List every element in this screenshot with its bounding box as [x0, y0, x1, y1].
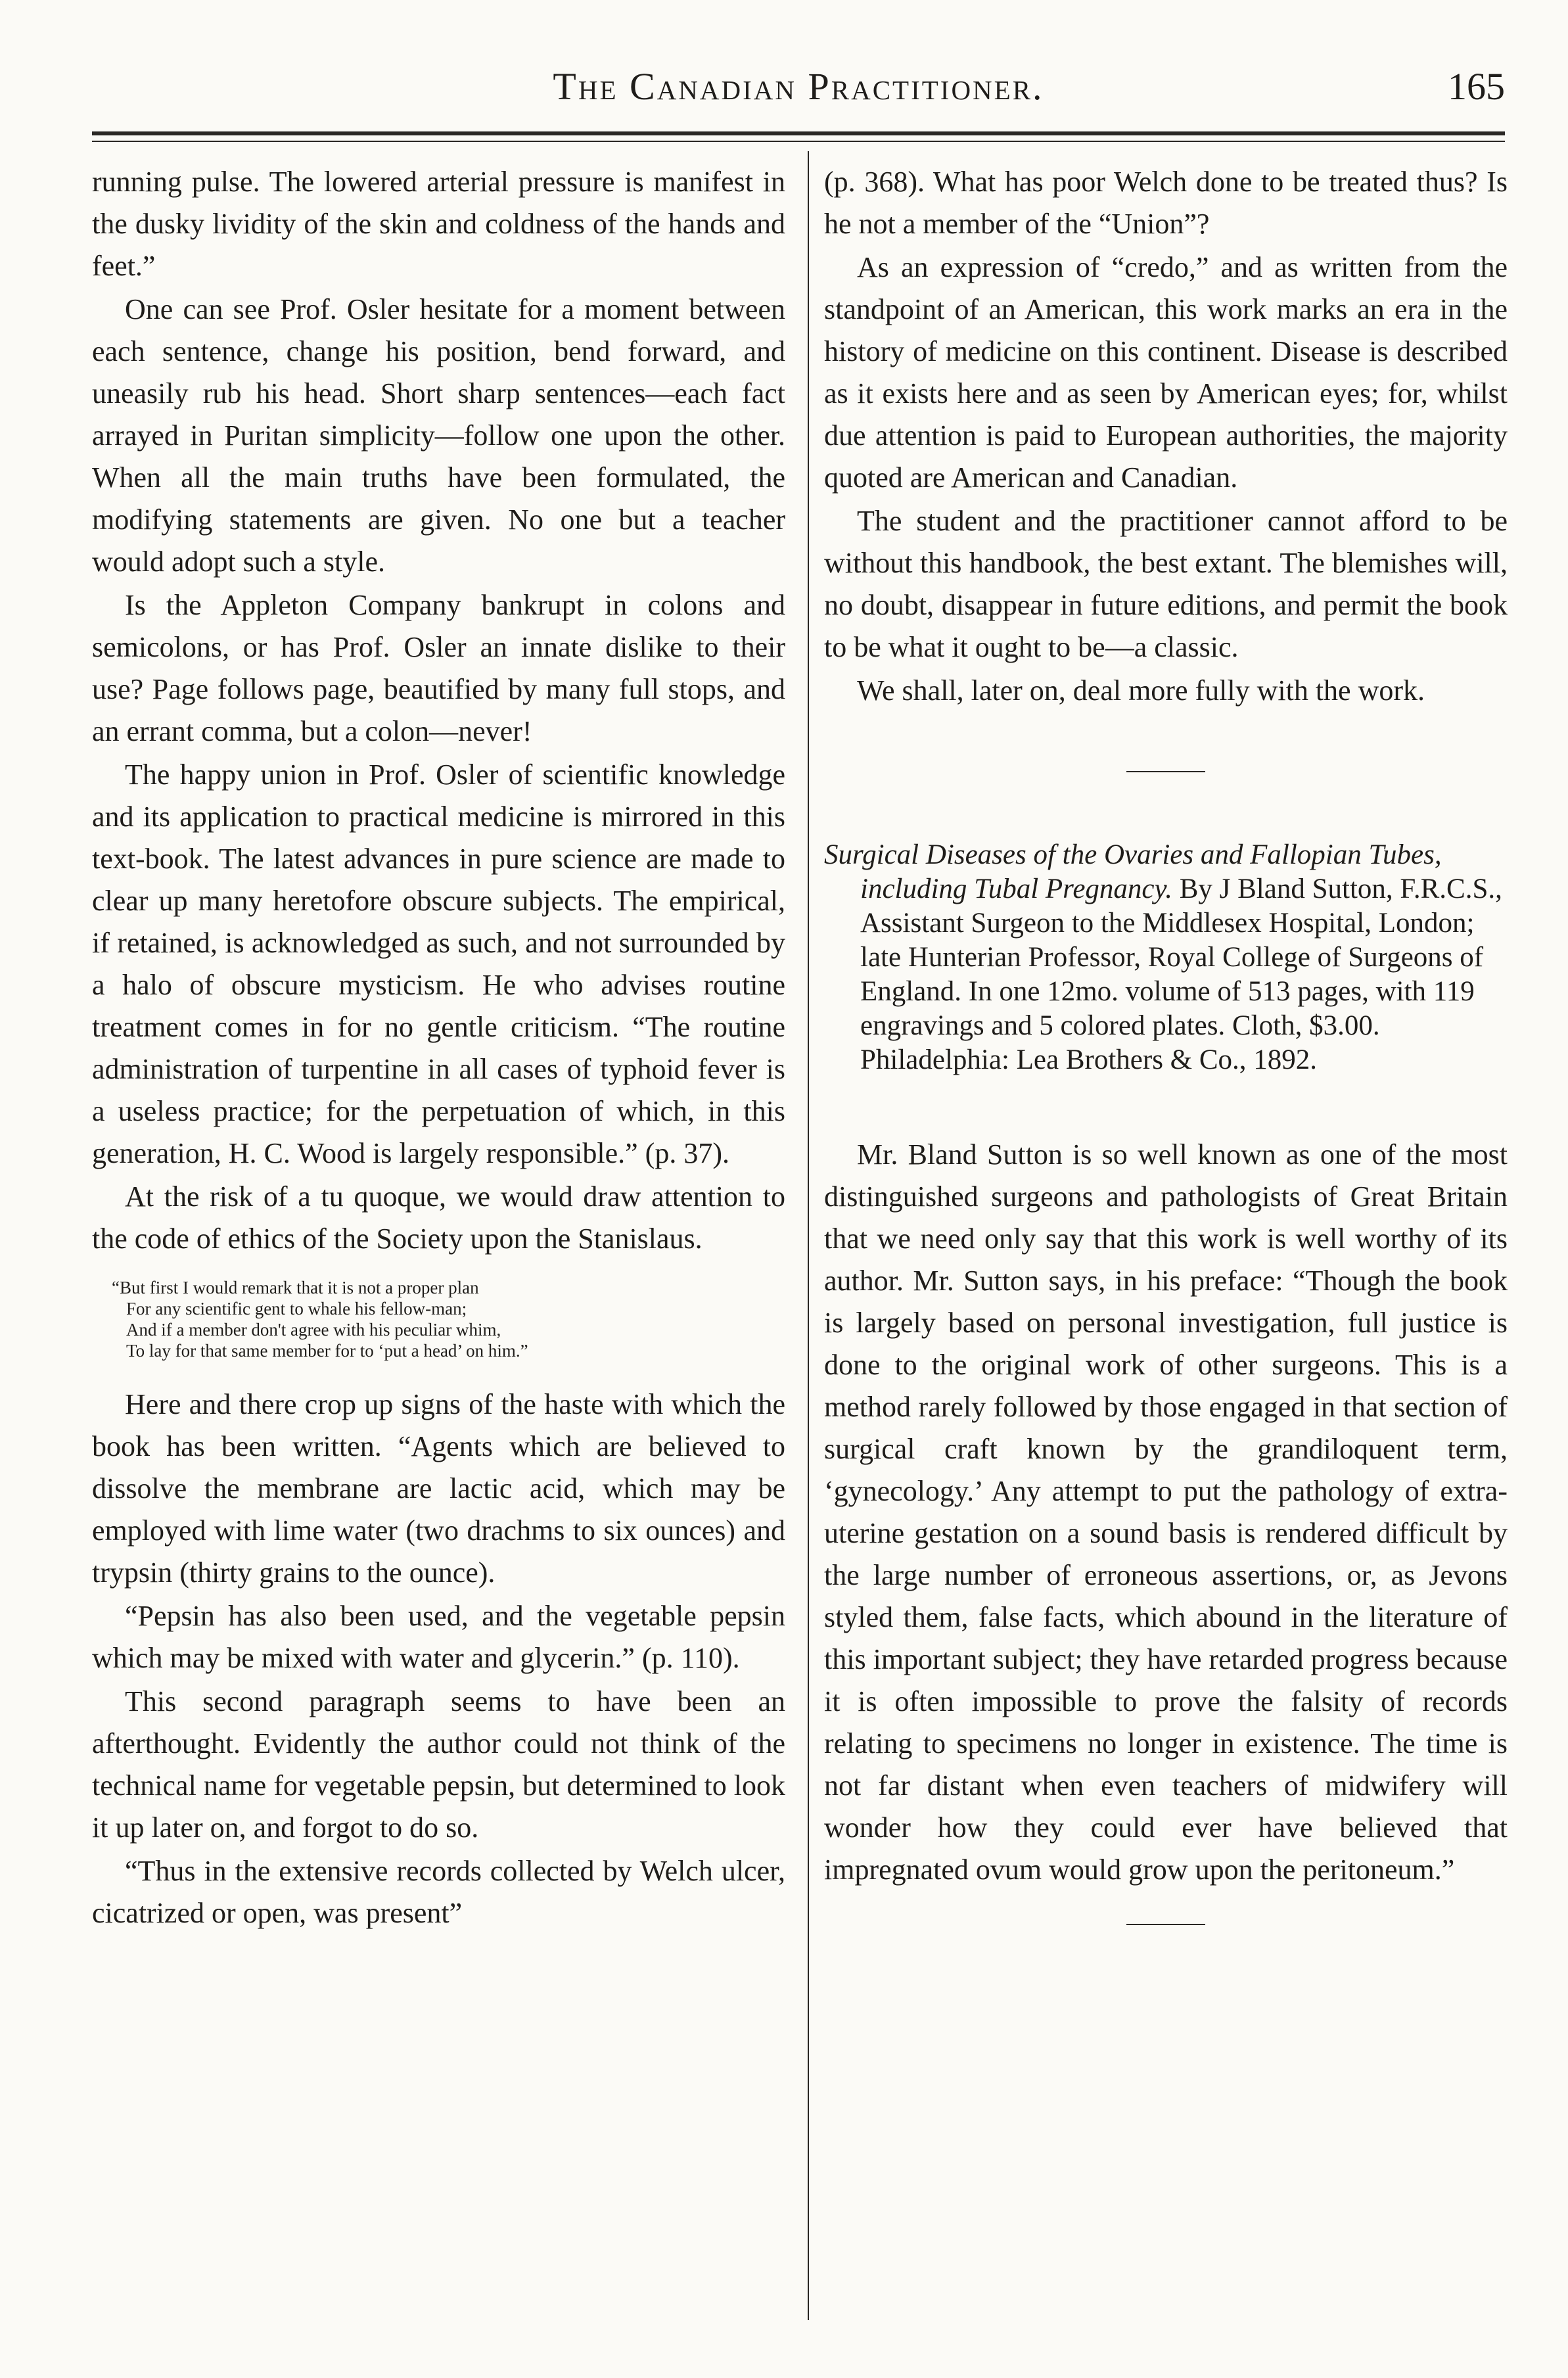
paragraph: Mr. Bland Sutton is so well known as one of the most distinguished surgeons and pathologists of Great Britain that we need only say that this work is well worthy of its author. Mr. Sutton says, in his preface: “Though the book is largely based on personal investigation, full justice is done to the original work of other surgeons. This is a method rarely followed by those engaged in that section of surgical craft known by the grandiloquent term, ‘gynecology.’ Any attempt to put the pathology of extra-uterine gestation on a sound basis is rendered difficult by the large number of erroneous assertions, or, as Jevons styled them, false facts, which abound in the literature of this important subject; they have retarded progress because it is often impossible to prove the falsity of records relating to specimens no longer in existence. The time is not far distant when even teachers of midwifery will wonder how they could ever have believed that impregnated ovum would grow upon the peritoneum.”: [824, 1138, 1508, 1886]
review-heading: [824, 838, 1508, 1077]
paragraph: running pulse. The lowered arterial pressure is manifest in the dusky lividity of the skin and coldness of the hands and feet.”: [92, 166, 785, 282]
page-number: 165: [1448, 65, 1505, 108]
left-column: [92, 161, 785, 1936]
column-divider: [808, 151, 809, 2320]
running-title: The Canadian Practitioner.: [553, 65, 1044, 108]
header-rule-thick: [92, 131, 1505, 135]
paragraph: At the risk of a tu quoque, we would draw attention to the code of ethics of the Society upon the Stanislaus.: [92, 1180, 785, 1255]
paragraph: Is the Appleton Company bankrupt in colons and semicolons, or has Prof. Osler an innate dislike to their use? Page follows page, beautified by many full stops, and an errant comma, but a colon—never!: [92, 589, 785, 747]
right-column: [824, 161, 1508, 1925]
poem-line: For any scientific gent to whale his fellow-man;: [126, 1299, 467, 1318]
poem-line: To lay for that same member for to ‘put a head’ on him.”: [126, 1341, 528, 1361]
paragraph: As an expression of “credo,” and as written from the standpoint of an American, this work marks an era in the history of medicine on this continent. Disease is described as it exists here and as seen by American eyes; for, whilst due attention is paid to European authorities, the majority quoted are American and Canadian.: [824, 251, 1508, 494]
poem-line: “But first I would remark that it is not a proper plan: [112, 1278, 479, 1297]
paragraph: This second paragraph seems to have been an afterthought. Evidently the author could not think of the technical name for vegetable pepsin, but determined to look it up later on, and forgot to do so.: [92, 1685, 785, 1844]
review-book-title: Surgical Diseases of the Ovaries and Fallopian Tubes, including Tubal Pregnancy.: [824, 839, 1442, 904]
paragraph: The happy union in Prof. Osler of scientific knowledge and its application to practical medicine is mirrored in this text-book. The latest advances in pure science are made to clear up many heretofore obscure subjects. The empirical, if retained, is acknowledged as such, and not surrounded by a halo of obscure mysticism. He who advises routine treatment comes in for no gentle criticism. “The routine administration of turpentine in all cases of typhoid fever is a useless practice; for the perpetuation of which, in this generation, H. C. Wood is largely responsible.” (p. 37).: [92, 758, 785, 1169]
paragraph: (p. 368). What has poor Welch done to be treated thus? Is he not a member of the “Union”?: [824, 166, 1508, 240]
section-separator: [1126, 1924, 1205, 1925]
page-header: [92, 64, 1505, 124]
paragraph: The student and the practitioner cannot afford to be without this handbook, the best extant. The blemishes will, no doubt, disappear in future editions, and permit the book to be what it ought to be—a classic.: [824, 505, 1508, 663]
poem-quotation: [112, 1277, 785, 1361]
section-separator: [1126, 771, 1205, 772]
header-rule-thin: [92, 141, 1505, 142]
paragraph: Here and there crop up signs of the haste with which the book has been written. “Agents which are believed to dissolve the membrane are lactic acid, which may be employed with lime water (two drachms to six ounces) and trypsin (thirty grains to the ounce).: [92, 1388, 785, 1589]
poem-line: And if a member don't agree with his peculiar whim,: [126, 1320, 501, 1340]
paragraph: We shall, later on, deal more fully with the work.: [857, 674, 1425, 707]
paragraph: One can see Prof. Osler hesitate for a moment between each sentence, change his position, bend forward, and uneasily rub his head. Short sharp sentences—each fact arrayed in Puritan simplicity—follow one upon the other. When all the main truths have been formulated, the modifying statements are given. No one but a teacher would adopt such a style.: [92, 293, 785, 578]
paragraph: “Thus in the extensive records collected by Welch ulcer, cicatrized or open, was present”: [92, 1855, 785, 1929]
paragraph: “Pepsin has also been used, and the vegetable pepsin which may be mixed with water and glycerin.” (p. 110).: [92, 1600, 785, 1674]
review-book-details: By J Bland Sutton, F.R.C.S., Assistant Surgeon to the Middlesex Hospital, London; late Hunterian Professor, Royal College of Surgeons of England. In one 12mo. volume of 513 pages, with 119 engravings and 5 colored plates. Cloth, $3.00. Philadelphia: Lea Brothers & Co., 1892.: [860, 874, 1502, 1075]
